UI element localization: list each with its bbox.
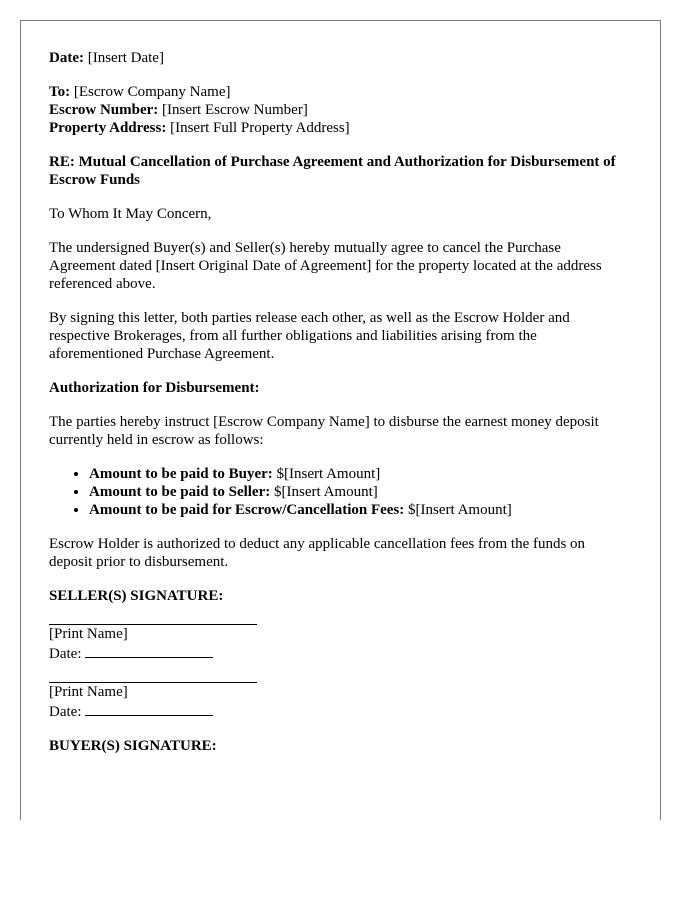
seller-signature-heading-text: SELLER(S) SIGNATURE: (49, 588, 224, 604)
disbursement-list (49, 465, 629, 519)
disbursement-value: $[Insert Amount] (274, 484, 378, 500)
recipient-block (49, 83, 629, 137)
signature-date (49, 646, 213, 662)
disbursement-label: Amount to be paid for Escrow/Cancellation Fees: (89, 502, 405, 518)
date-label: Date: (49, 646, 82, 662)
property-address-value: [Insert Full Property Address] (170, 120, 350, 136)
disbursement-value: $[Insert Amount] (276, 466, 381, 482)
seller-signature-block (49, 681, 629, 721)
authorization-heading (49, 379, 629, 397)
letter-page (20, 20, 661, 820)
buyer-signature-heading (49, 737, 629, 755)
authorization-intro: The parties hereby instruct [Escrow Company Name] to disburse the earnest money deposit currently held in escrow as follows: (49, 414, 599, 448)
seller-signature-heading (49, 587, 629, 605)
date-line (49, 49, 629, 67)
letter-content (49, 49, 629, 771)
disbursement-item-seller (89, 483, 629, 501)
property-address-label: Property Address: (49, 120, 167, 136)
property-address-line (49, 119, 629, 137)
print-name: [Print Name] (49, 626, 128, 642)
date-label: Date: (49, 704, 82, 720)
disbursement-item-fees (89, 501, 629, 519)
disbursement-label: Amount to be paid to Seller: (89, 484, 271, 500)
buyer-signature-heading-text: BUYER(S) SIGNATURE: (49, 738, 217, 754)
print-name: [Print Name] (49, 684, 128, 700)
re-line-text: RE: Mutual Cancellation of Purchase Agreement and Authorization for Disbursement of Escrow Funds (49, 154, 616, 188)
body-paragraph: By signing this letter, both parties release each other, as well as the Escrow Holder and respective Brokerages, from all further obligations and liabilities arising from the aforementioned Purchase Agreement. (49, 310, 570, 362)
to-value: [Escrow Company Name] (73, 84, 231, 100)
authorization-heading-text: Authorization for Disbursement: (49, 380, 260, 396)
date-blank-line (85, 643, 213, 658)
salutation: To Whom It May Concern, (49, 206, 212, 222)
authorization-note: Escrow Holder is authorized to deduct any applicable cancellation fees from the funds on deposit prior to disbursement. (49, 536, 586, 570)
body-paragraph: The undersigned Buyer(s) and Seller(s) hereby mutually agree to cancel the Purchase Agreement dated [Insert Original Date of Agreement] for the property located at the address referenced above. (49, 240, 602, 292)
date-label: Date: (49, 50, 84, 66)
escrow-number-value: [Insert Escrow Number] (162, 102, 308, 118)
to-line (49, 83, 629, 101)
date-value: [Insert Date] (87, 50, 164, 66)
escrow-number-label: Escrow Number: (49, 102, 159, 118)
disbursement-label: Amount to be paid to Buyer: (89, 466, 273, 482)
signature-date (49, 704, 213, 720)
to-label: To: (49, 84, 71, 100)
re-line (49, 153, 629, 189)
date-blank-line (85, 701, 213, 716)
escrow-number-line (49, 101, 629, 119)
seller-signature-block (49, 623, 629, 663)
disbursement-item-buyer (89, 465, 629, 483)
disbursement-value: $[Insert Amount] (408, 502, 512, 518)
